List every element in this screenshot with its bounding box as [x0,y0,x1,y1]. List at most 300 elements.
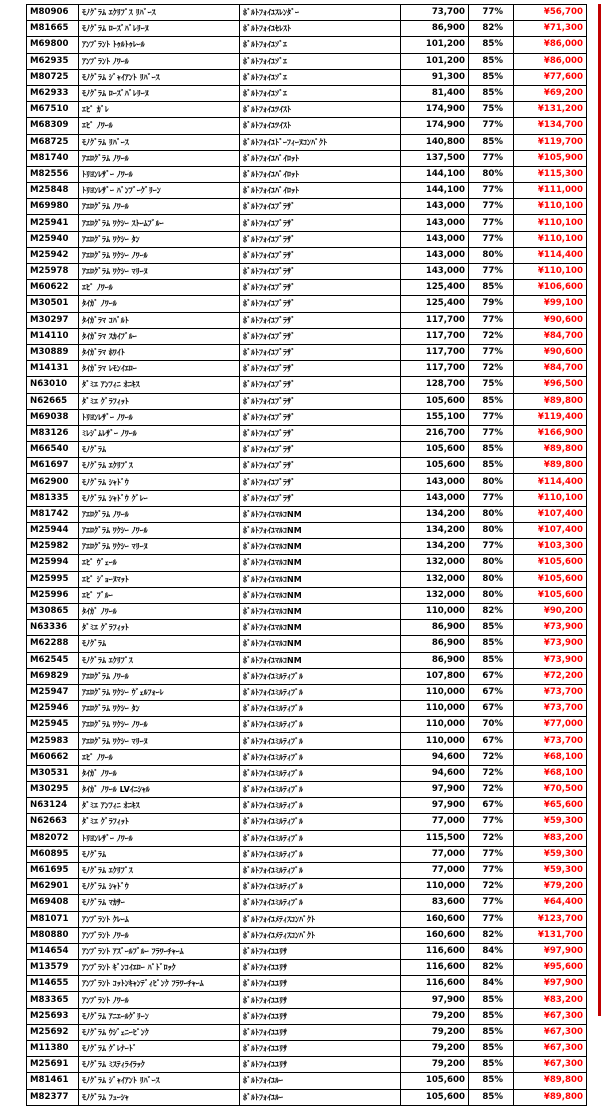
category-cell: ﾎﾞﾙﾄﾌｫｲﾕﾌﾞﾗｻﾞ [240,231,401,247]
table-row [27,442,587,458]
list-price-cell: 144,100 [401,166,469,182]
item-name-cell: ﾀｲｶﾞﾗﾏ ﾚﾓﾝｲｴﾛｰ [79,361,240,377]
table-row [27,555,587,571]
item-code-cell: M25983 [27,733,79,749]
table-row [27,5,587,21]
item-name-cell: ｱｴﾛｸﾞﾗﾑ ﾉﾜｰﾙ [79,199,240,215]
table-row [27,895,587,911]
list-price-cell: 143,000 [401,490,469,506]
table-row [27,782,587,798]
item-code-cell: N63336 [27,620,79,636]
list-price-cell: 94,600 [401,749,469,765]
item-name-cell: ｱﾝﾌﾟﾗﾝﾄ ﾉﾜｰﾙ [79,992,240,1008]
category-cell: ﾎﾞﾙﾄﾌｫｲﾕﾊﾟｲﾛｯﾄ [240,150,401,166]
item-name-cell: ﾓﾉｸﾞﾗﾑ ｼﾞｬｲｱﾝﾄ ﾘﾊﾞｰｽ [79,1073,240,1089]
rate-cell: 77% [469,215,514,231]
price-cell: ¥83,200 [514,992,587,1008]
rate-cell: 80% [469,474,514,490]
table-row [27,1008,587,1024]
item-name-cell: ﾀｲｶﾞ ﾉﾜｰﾙ [79,603,240,619]
rate-cell: 77% [469,344,514,360]
item-name-cell: ｱｴﾛｸﾞﾗﾑ ﾜｸｼｰ ﾏﾘｰﾇ [79,733,240,749]
table-row [27,717,587,733]
list-price-cell: 105,600 [401,458,469,474]
rate-cell: 85% [469,393,514,409]
item-code-cell: M14131 [27,361,79,377]
list-price-cell: 86,900 [401,620,469,636]
price-cell: ¥115,300 [514,166,587,182]
rate-cell: 80% [469,247,514,263]
item-name-cell: ｱｴﾛｸﾞﾗﾑ ﾜｸｼｰ ﾉﾜｰﾙ [79,247,240,263]
category-cell: ﾎﾞﾙﾄﾌｫｲﾕﾌﾞﾗｻﾞ [240,425,401,441]
price-cell: ¥110,100 [514,199,587,215]
category-cell: ﾎﾞﾙﾄﾌｫｲﾕﾏﾙｺNM [240,539,401,555]
item-name-cell: ﾓﾉｸﾞﾗﾑ ﾏｶｻｰ [79,895,240,911]
table-row [27,21,587,37]
item-name-cell: ﾓﾉｸﾞﾗﾑ ｼｬﾄﾞｳ [79,879,240,895]
item-code-cell: N62663 [27,814,79,830]
category-cell: ﾎﾞﾙﾄﾌｫｲﾕﾌﾞﾗｻﾞ [240,215,401,231]
category-cell: ﾎﾞﾙﾄﾌｫｲﾕｾﾚｽﾄ [240,21,401,37]
table-row [27,1041,587,1057]
table-row [27,490,587,506]
table-row [27,118,587,134]
price-cell: ¥111,000 [514,183,587,199]
item-code-cell: N62665 [27,393,79,409]
item-name-cell: ｴﾋﾟ ﾉﾜｰﾙ [79,749,240,765]
table-row [27,264,587,280]
list-price-cell: 144,100 [401,183,469,199]
item-name-cell: ﾓﾉｸﾞﾗﾑ [79,442,240,458]
category-cell: ﾎﾞﾙﾄﾌｫｲﾕﾄﾞｰﾌｨｰﾇｺﾝﾊﾟｸﾄ [240,134,401,150]
item-name-cell: ｴﾋﾟ ﾉﾜｰﾙ [79,280,240,296]
table-row [27,830,587,846]
table-row [27,393,587,409]
item-code-cell: M25944 [27,523,79,539]
item-code-cell: M82377 [27,1089,79,1105]
category-cell: ﾎﾞﾙﾄﾌｫｲﾕﾕﾘｻ [240,1041,401,1057]
category-cell: ﾎﾞﾙﾄﾌｫｲﾕｽﾚﾝﾀﾞｰ [240,5,401,21]
item-code-cell: M13579 [27,960,79,976]
list-price-cell: 160,600 [401,927,469,943]
item-name-cell: ｱﾝﾌﾟﾗﾝﾄ ｷﾞﾝｺｲｴﾛｰ ﾊﾟﾄﾞﾛｯｸ [79,960,240,976]
item-name-cell: ﾀｲｶﾞ ﾉﾜｰﾙ [79,765,240,781]
list-price-cell: 110,000 [401,701,469,717]
table-row [27,37,587,53]
item-code-cell: N63124 [27,798,79,814]
table-row [27,1057,587,1073]
rate-cell: 72% [469,879,514,895]
category-cell: ﾎﾞﾙﾄﾌｫｲﾕｿﾞｴ [240,85,401,101]
price-cell: ¥77,000 [514,717,587,733]
category-cell: ﾎﾞﾙﾄﾌｫｲﾕﾌﾞﾗｻﾞ [240,199,401,215]
list-price-cell: 174,900 [401,118,469,134]
category-cell: ﾎﾞﾙﾄﾌｫｲﾕﾌﾞﾗｻﾞ [240,280,401,296]
list-price-cell: 77,000 [401,814,469,830]
category-cell: ﾎﾞﾙﾄﾌｫｲﾕﾏﾙｺNM [240,620,401,636]
list-price-cell: 116,600 [401,960,469,976]
table-row [27,927,587,943]
table-row [27,361,587,377]
list-price-cell: 143,000 [401,474,469,490]
price-cell: ¥134,700 [514,118,587,134]
table-row [27,814,587,830]
price-cell: ¥89,800 [514,442,587,458]
rate-cell: 67% [469,798,514,814]
item-code-cell: M25947 [27,684,79,700]
item-code-cell: M81461 [27,1073,79,1089]
list-price-cell: 116,600 [401,976,469,992]
price-cell: ¥69,200 [514,85,587,101]
price-cell: ¥110,100 [514,490,587,506]
category-cell: ﾎﾞﾙﾄﾌｫｲﾕﾐﾙﾃｨﾌﾟﾙ [240,765,401,781]
price-cell: ¥73,900 [514,636,587,652]
list-price-cell: 79,200 [401,1008,469,1024]
category-cell: ﾎﾞﾙﾄﾌｫｲﾕﾐﾙﾃｨﾌﾟﾙ [240,798,401,814]
rate-cell: 77% [469,183,514,199]
table-row [27,652,587,668]
rate-cell: 85% [469,1008,514,1024]
item-name-cell: ﾓﾉｸﾞﾗﾑ ﾘﾊﾞｰｽ [79,134,240,150]
price-cell: ¥59,300 [514,814,587,830]
item-name-cell: ﾓﾉｸﾞﾗﾑ ｱﾆｴｰﾙｸﾞﾘｰﾝ [79,1008,240,1024]
list-price-cell: 105,600 [401,393,469,409]
item-name-cell: ﾀﾞﾐｴ ｱﾝﾌｨﾆ ｵﾆｷｽ [79,377,240,393]
table-row [27,458,587,474]
list-price-cell: 86,900 [401,652,469,668]
list-price-cell: 105,600 [401,1073,469,1089]
table-row [27,571,587,587]
category-cell: ﾎﾞﾙﾄﾌｫｲﾕﾌﾞﾗｻﾞ [240,296,401,312]
item-name-cell: ﾐﾚｼﾞﾑﾚｻﾞｰ ﾉﾜｰﾙ [79,425,240,441]
category-cell: ﾎﾞﾙﾄﾌｫｲﾕﾌﾞﾗｻﾞ [240,458,401,474]
table-row [27,344,587,360]
category-cell: ﾎﾞﾙﾄﾌｫｲﾕﾏﾙｺNM [240,571,401,587]
table-row [27,506,587,522]
item-code-cell: M61695 [27,862,79,878]
category-cell: ﾎﾞﾙﾄﾌｫｲﾕﾏﾙｺNM [240,523,401,539]
price-cell: ¥99,100 [514,296,587,312]
item-name-cell: ﾄﾘﾖﾝﾚｻﾞｰ ﾉﾜｰﾙ [79,166,240,182]
rate-cell: 75% [469,102,514,118]
list-price-cell: 110,000 [401,717,469,733]
category-cell: ﾎﾞﾙﾄﾌｫｲﾕﾐﾙﾃｨﾌﾟﾙ [240,830,401,846]
category-cell: ﾎﾞﾙﾄﾌｫｲﾕﾌﾞﾗｻﾞ [240,312,401,328]
price-cell: ¥90,200 [514,603,587,619]
price-cell: ¥90,600 [514,344,587,360]
item-code-cell: M62935 [27,53,79,69]
list-price-cell: 134,200 [401,523,469,539]
price-cell: ¥67,300 [514,1057,587,1073]
category-cell: ﾎﾞﾙﾄﾌｫｲﾕﾌﾞﾗｻﾞ [240,328,401,344]
item-code-cell: M62545 [27,652,79,668]
price-cell: ¥70,500 [514,782,587,798]
item-name-cell: ﾓﾉｸﾞﾗﾑ ｼﾞｬｲｱﾝﾄ ﾘﾊﾞｰｽ [79,69,240,85]
list-price-cell: 110,000 [401,879,469,895]
list-price-cell: 143,000 [401,199,469,215]
price-cell: ¥110,100 [514,231,587,247]
item-name-cell: ﾓﾉｸﾞﾗﾑ ﾛｰｽﾞﾊﾞﾚﾘｰﾇ [79,85,240,101]
item-name-cell: ﾓﾉｸﾞﾗﾑ ｳｼﾞｪﾆｰﾋﾟﾝｸ [79,1024,240,1040]
item-code-cell: M25942 [27,247,79,263]
table-row [27,247,587,263]
category-cell: ﾎﾞﾙﾄﾌｫｲﾕﾕﾘｻ [240,976,401,992]
list-price-cell: 97,900 [401,782,469,798]
item-name-cell: ﾓﾉｸﾞﾗﾑ [79,636,240,652]
item-name-cell: ｴﾋﾟ ﾉﾜｰﾙ [79,118,240,134]
table-row [27,69,587,85]
price-table-body [27,5,587,1106]
list-price-cell: 134,200 [401,539,469,555]
rate-cell: 85% [469,37,514,53]
item-code-cell: M68309 [27,118,79,134]
price-cell: ¥89,800 [514,393,587,409]
item-code-cell: M81335 [27,490,79,506]
rate-cell: 67% [469,668,514,684]
list-price-cell: 143,000 [401,264,469,280]
category-cell: ﾎﾞﾙﾄﾌｫｲﾕﾌﾞﾗｻﾞ [240,264,401,280]
item-name-cell: ｱｴﾛｸﾞﾗﾑ ﾜｸｼｰ ｽﾄｰﾑﾌﾞﾙｰ [79,215,240,231]
category-cell: ﾎﾞﾙﾄﾌｫｲﾕﾐﾙﾃｨﾌﾟﾙ [240,862,401,878]
rate-cell: 77% [469,539,514,555]
price-cell: ¥131,200 [514,102,587,118]
right-edge-bar [598,4,601,1016]
item-name-cell: ｱｴﾛｸﾞﾗﾑ ﾜｸｼｰ ﾀﾝ [79,701,240,717]
item-code-cell: M30295 [27,782,79,798]
table-row [27,409,587,425]
category-cell: ﾎﾞﾙﾄﾌｫｲﾕﾏﾙｺNM [240,555,401,571]
item-code-cell: M25848 [27,183,79,199]
price-cell: ¥89,800 [514,1089,587,1105]
rate-cell: 85% [469,69,514,85]
item-code-cell: M80906 [27,5,79,21]
rate-cell: 77% [469,150,514,166]
category-cell: ﾎﾞﾙﾄﾌｫｲﾕﾐﾙﾃｨﾌﾟﾙ [240,895,401,911]
rate-cell: 77% [469,409,514,425]
category-cell: ﾎﾞﾙﾄﾌｫｲﾕﾐﾙﾃｨﾌﾟﾙ [240,749,401,765]
item-name-cell: ﾀｲｶﾞﾗﾏ ｽｶｲﾌﾞﾙｰ [79,328,240,344]
price-cell: ¥84,700 [514,328,587,344]
rate-cell: 77% [469,118,514,134]
table-row [27,150,587,166]
list-price-cell: 132,000 [401,571,469,587]
table-row [27,862,587,878]
price-cell: ¥86,000 [514,53,587,69]
price-cell: ¥73,900 [514,652,587,668]
price-cell: ¥65,600 [514,798,587,814]
item-code-cell: M69980 [27,199,79,215]
list-price-cell: 116,600 [401,943,469,959]
item-code-cell: M81742 [27,506,79,522]
list-price-cell: 83,600 [401,895,469,911]
category-cell: ﾎﾞﾙﾄﾌｫｲﾕﾐﾙﾃｨﾌﾟﾙ [240,814,401,830]
table-row [27,539,587,555]
category-cell: ﾎﾞﾙﾄﾌｫｲﾕﾌﾞﾗｻﾞ [240,490,401,506]
price-cell: ¥95,600 [514,960,587,976]
item-name-cell: ﾄﾘﾖﾝﾚｻﾞｰ ﾊﾞﾝﾌﾞｰｸﾞﾘｰﾝ [79,183,240,199]
list-price-cell: 101,200 [401,53,469,69]
item-name-cell: ｱｴﾛｸﾞﾗﾑ ﾜｸｼｰ ﾉﾜｰﾙ [79,717,240,733]
list-price-cell: 79,200 [401,1024,469,1040]
item-code-cell: M80880 [27,927,79,943]
price-cell: ¥56,700 [514,5,587,21]
list-price-cell: 132,000 [401,555,469,571]
list-price-cell: 132,000 [401,587,469,603]
item-code-cell: M81665 [27,21,79,37]
item-code-cell: M69829 [27,668,79,684]
rate-cell: 84% [469,943,514,959]
item-name-cell: ﾓﾉｸﾞﾗﾑ ｼｬﾄﾞｳ ｸﾞﾚｰ [79,490,240,506]
list-price-cell: 105,600 [401,1089,469,1105]
category-cell: ﾎﾞﾙﾄﾌｫｲﾕﾐﾙﾃｨﾌﾟﾙ [240,782,401,798]
list-price-cell: 174,900 [401,102,469,118]
rate-cell: 72% [469,361,514,377]
price-cell: ¥106,600 [514,280,587,296]
item-name-cell: ｴﾋﾟ ｳﾞｪｰﾙ [79,555,240,571]
item-code-cell: M62288 [27,636,79,652]
item-code-cell: M62900 [27,474,79,490]
table-row [27,960,587,976]
rate-cell: 80% [469,166,514,182]
item-name-cell: ｴﾋﾟ ｼﾞｮｰﾇﾏｯﾄ [79,571,240,587]
list-price-cell: 91,300 [401,69,469,85]
table-row [27,199,587,215]
category-cell: ﾎﾞﾙﾄﾌｫｲﾕﾏﾙｺNM [240,652,401,668]
item-code-cell: M25693 [27,1008,79,1024]
list-price-cell: 73,700 [401,5,469,21]
item-name-cell: ﾀｲｶﾞ ﾉﾜｰﾙ LVｲﾆｼｬﾙ [79,782,240,798]
list-price-cell: 216,700 [401,425,469,441]
list-price-cell: 110,000 [401,603,469,619]
table-row [27,636,587,652]
category-cell: ﾎﾞﾙﾄﾌｫｲﾕﾌﾞﾗｻﾞ [240,361,401,377]
item-code-cell: M25945 [27,717,79,733]
item-name-cell: ﾀｲｶﾞﾗﾏ ﾎﾜｲﾄ [79,344,240,360]
item-code-cell: M60662 [27,749,79,765]
item-code-cell: M25946 [27,701,79,717]
item-code-cell: M83365 [27,992,79,1008]
list-price-cell: 125,400 [401,280,469,296]
price-cell: ¥131,700 [514,927,587,943]
list-price-cell: 110,000 [401,684,469,700]
item-name-cell: ｱｴﾛｸﾞﾗﾑ ﾉﾜｰﾙ [79,506,240,522]
category-cell: ﾎﾞﾙﾄﾌｫｲﾕﾐﾙﾃｨﾌﾟﾙ [240,846,401,862]
category-cell: ﾎﾞﾙﾄﾌｫｲﾕﾂｲｽﾄ [240,102,401,118]
item-code-cell: M69800 [27,37,79,53]
table-row [27,733,587,749]
table-row [27,53,587,69]
category-cell: ﾎﾞﾙﾄﾌｫｲﾕﾊﾟｲﾛｯﾄ [240,166,401,182]
item-code-cell: M14654 [27,943,79,959]
item-code-cell: M82072 [27,830,79,846]
item-name-cell: ｱﾝﾌﾟﾗﾝﾄ ｺｯﾄﾝｷｬﾝﾃﾞｨﾋﾟﾝｸ ﾌﾗﾜｰﾁｬｰﾑ [79,976,240,992]
rate-cell: 80% [469,555,514,571]
table-row [27,620,587,636]
rate-cell: 70% [469,717,514,733]
category-cell: ﾎﾞﾙﾄﾌｫｲﾕﾕﾘｻ [240,1057,401,1073]
list-price-cell: 77,000 [401,862,469,878]
price-cell: ¥67,300 [514,1008,587,1024]
category-cell: ﾎﾞﾙﾄﾌｫｲﾕﾕﾘｻ [240,960,401,976]
item-name-cell: ｱｴﾛｸﾞﾗﾑ ﾉﾜｰﾙ [79,668,240,684]
table-row [27,911,587,927]
item-name-cell: ｱﾝﾌﾟﾗﾝﾄ ｱｽﾞｰﾙﾌﾞﾙｰ ﾌﾗﾜｰﾁｬｰﾑ [79,943,240,959]
rate-cell: 85% [469,53,514,69]
category-cell: ﾎﾞﾙﾄﾌｫｲﾕﾙｰ [240,1089,401,1105]
list-price-cell: 115,500 [401,830,469,846]
price-cell: ¥114,400 [514,474,587,490]
category-cell: ﾎﾞﾙﾄﾌｫｲﾕﾏﾙｺNM [240,587,401,603]
category-cell: ﾎﾞﾙﾄﾌｫｲﾕﾙｰ [240,1073,401,1089]
table-row [27,846,587,862]
rate-cell: 85% [469,458,514,474]
item-code-cell: M81740 [27,150,79,166]
item-code-cell: M30889 [27,344,79,360]
table-row [27,215,587,231]
item-code-cell: M30531 [27,765,79,781]
category-cell: ﾎﾞﾙﾄﾌｫｲﾕﾌﾞﾗｻﾞ [240,442,401,458]
category-cell: ﾎﾞﾙﾄﾌｫｲﾕﾊﾟｲﾛｯﾄ [240,183,401,199]
item-name-cell: ﾓﾉｸﾞﾗﾑ ﾌｭｰｼｬ [79,1089,240,1105]
category-cell: ﾎﾞﾙﾄﾌｫｲﾕﾕﾘｻ [240,1008,401,1024]
item-code-cell: M25995 [27,571,79,587]
price-cell: ¥110,100 [514,264,587,280]
price-cell: ¥110,100 [514,215,587,231]
item-code-cell: M62933 [27,85,79,101]
rate-cell: 77% [469,312,514,328]
category-cell: ﾎﾞﾙﾄﾌｫｲﾕﾒﾃｨｽｺﾝﾊﾟｸﾄ [240,927,401,943]
item-name-cell: ﾄﾘﾖﾝﾚｻﾞｰ ﾉﾜｰﾙ [79,830,240,846]
price-cell: ¥67,300 [514,1041,587,1057]
item-code-cell: M67510 [27,102,79,118]
table-row [27,166,587,182]
item-name-cell: ﾄﾘﾖﾝﾚｻﾞｰ ﾉﾜｰﾙ [79,409,240,425]
category-cell: ﾎﾞﾙﾄﾌｫｲﾕﾌﾞﾗｻﾞ [240,474,401,490]
item-code-cell: M11380 [27,1041,79,1057]
price-cell: ¥79,200 [514,879,587,895]
item-name-cell: ﾀﾞﾐｴ ｸﾞﾗﾌｨｯﾄ [79,393,240,409]
category-cell: ﾎﾞﾙﾄﾌｫｲﾕﾕﾘｻ [240,943,401,959]
rate-cell: 85% [469,1057,514,1073]
table-row [27,668,587,684]
category-cell: ﾎﾞﾙﾄﾌｫｲﾕｿﾞｴ [240,53,401,69]
item-code-cell: M66540 [27,442,79,458]
category-cell: ﾎﾞﾙﾄﾌｫｲﾕﾌﾞﾗｻﾞ [240,409,401,425]
item-name-cell: ﾓﾉｸﾞﾗﾑ ｴｸﾘﾌﾟｽ [79,458,240,474]
list-price-cell: 97,900 [401,992,469,1008]
category-cell: ﾎﾞﾙﾄﾌｫｲﾕﾏﾙｺNM [240,603,401,619]
price-cell: ¥84,700 [514,361,587,377]
rate-cell: 80% [469,506,514,522]
rate-cell: 85% [469,1024,514,1040]
category-cell: ﾎﾞﾙﾄﾌｫｲﾕﾌﾞﾗｻﾞ [240,247,401,263]
price-table [26,4,587,1106]
item-code-cell: M83126 [27,425,79,441]
list-price-cell: 117,700 [401,361,469,377]
item-name-cell: ﾓﾉｸﾞﾗﾑ ｴｸﾘﾌﾟｽ [79,652,240,668]
rate-cell: 85% [469,636,514,652]
rate-cell: 85% [469,992,514,1008]
list-price-cell: 81,400 [401,85,469,101]
price-cell: ¥97,900 [514,943,587,959]
item-name-cell: ｱﾝﾌﾟﾗﾝﾄ ﾉﾜｰﾙ [79,927,240,943]
rate-cell: 72% [469,749,514,765]
table-row [27,943,587,959]
item-code-cell: M25994 [27,555,79,571]
table-row [27,603,587,619]
item-code-cell: M68725 [27,134,79,150]
rate-cell: 77% [469,814,514,830]
